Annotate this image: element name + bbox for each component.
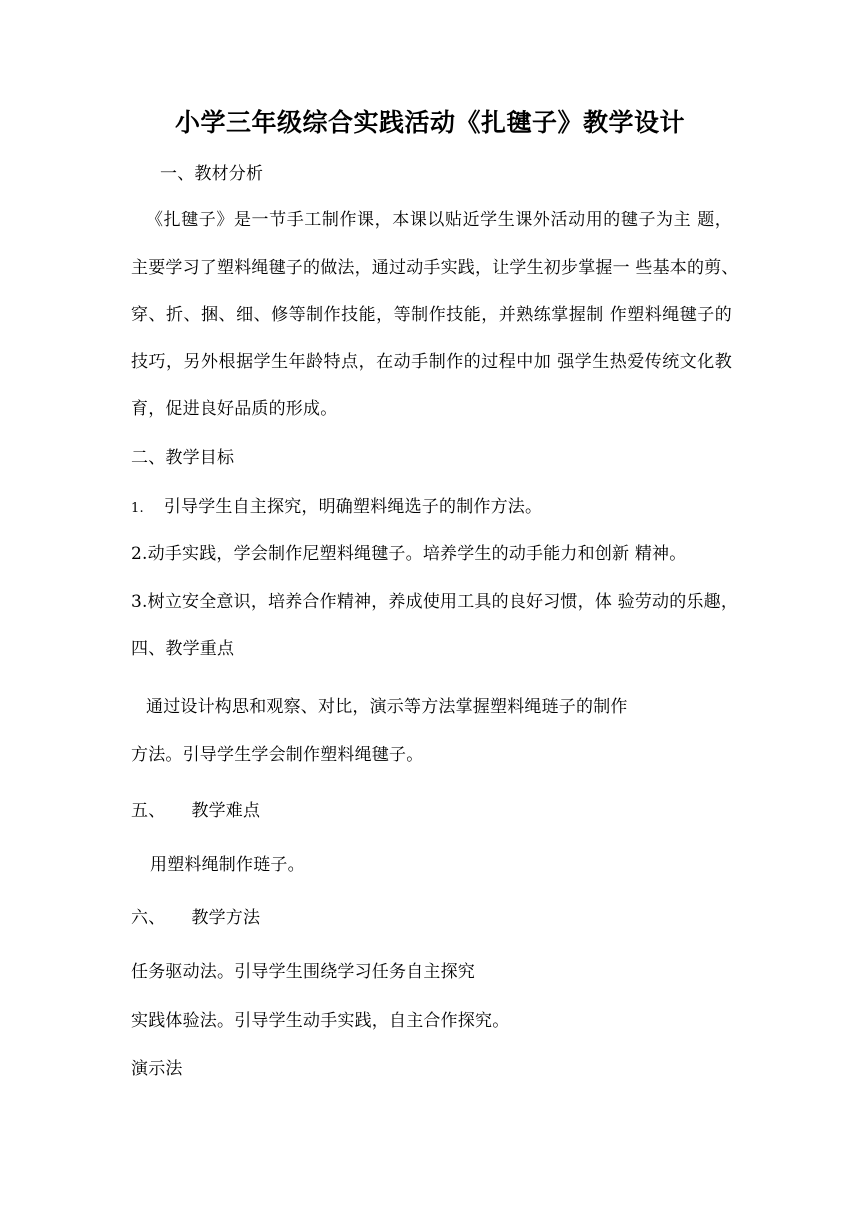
paragraph-line: 用塑料绳制作琏子。	[150, 855, 305, 875]
paragraph-line: 主要学习了塑料绳毽子的做法，通过动手实践，让学生初步掌握一 些基本的剪、	[131, 258, 739, 278]
objective-number: 1.	[131, 501, 144, 516]
section-heading-analysis: 一、教材分析	[160, 164, 264, 184]
section-heading-key-points: 四、教学重点	[131, 639, 235, 659]
section-title: 教学难点	[191, 801, 261, 821]
method-item: 实践体验法。引导学生动手实践，自主合作探究。	[131, 1011, 510, 1031]
method-item: 演示法	[131, 1059, 183, 1079]
objective-text: 引导学生自主探究，明确塑料绳选子的制作方法。	[163, 497, 543, 517]
paragraph-line: 育，促进良好品质的形成。	[131, 399, 338, 419]
paragraph-line: 《扎毽子》是一节手工制作课，本课以贴近学生课外活动用的毽子为主 题，	[146, 210, 732, 230]
objective-item-3: 3.树立安全意识，培养合作精神，养成使用工具的良好习惯，体 验劳动的乐趣，	[131, 592, 739, 612]
method-item: 任务驱动法。引导学生围绕学习任务自主探究	[131, 962, 475, 982]
objective-item-1	[131, 495, 542, 521]
paragraph-line: 穿、折、捆、细、修等制作技能，等制作技能，并熟练掌握制 作塑料绳毽子的	[131, 305, 732, 325]
section-heading-difficulties	[131, 799, 260, 823]
paragraph-line: 技巧，另外根据学生年龄特点，在动手制作的过程中加 强学生热爱传统文化教	[131, 352, 732, 372]
objective-item-2: 2.动手实践，学会制作尼塑料绳毽子。培养学生的动手能力和创新 精神。	[131, 544, 687, 564]
section-number: 五、	[131, 801, 166, 821]
document-title: 小学三年级综合实践活动《扎毽子》教学设计	[174, 108, 685, 137]
section-title: 教学方法	[191, 908, 261, 928]
paragraph-line: 通过设计构思和观察、对比，演示等方法掌握塑料绳琏子的制作	[146, 697, 628, 717]
section-heading-objectives: 二、教学目标	[131, 448, 235, 468]
section-heading-methods	[131, 906, 260, 930]
paragraph-line: 方法。引导学生学会制作塑料绳毽子。	[131, 745, 424, 765]
section-number: 六、	[131, 908, 166, 928]
